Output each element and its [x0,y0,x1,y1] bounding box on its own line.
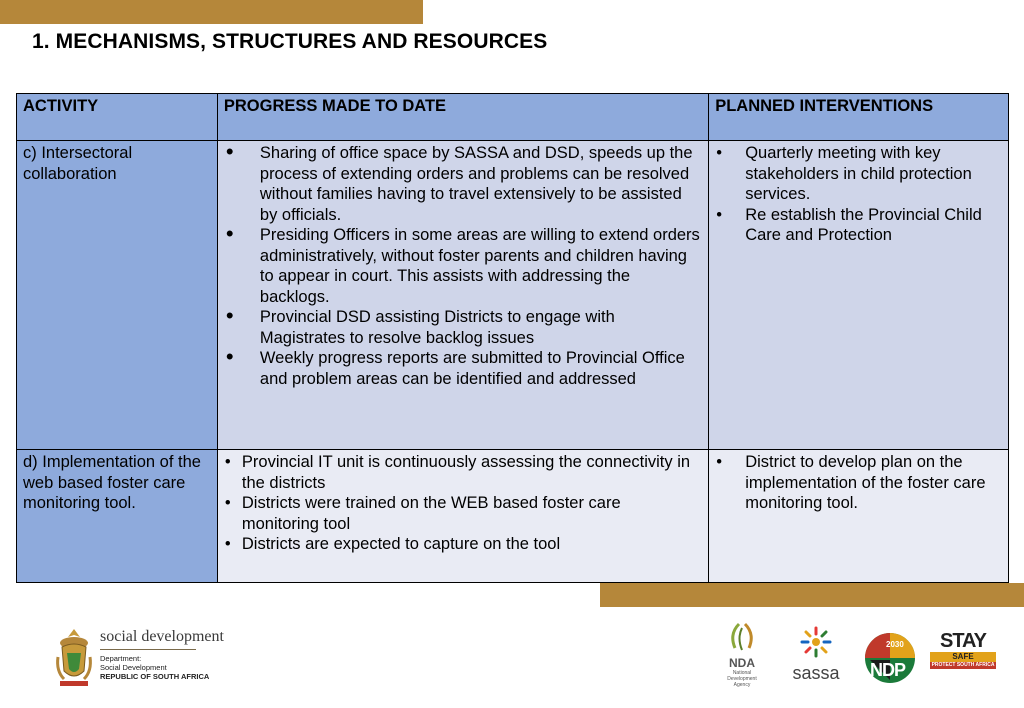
list-item: • Quarterly meeting with key stakeholders in child protection services. [715,143,1002,205]
planned-cell [709,450,1009,583]
table-header-row [17,94,1009,141]
page-title: 1. MECHANISMS, STRUCTURES AND RESOURCES [32,30,548,53]
progress-table [16,93,1009,583]
table-row [17,141,1009,450]
divider [100,649,196,650]
list-item: • Weekly progress reports are submitted to Provincial Office and problem areas can be identified and addressed [224,348,702,389]
coat-of-arms-icon [54,627,94,689]
nda-logo [722,618,762,690]
list-item: • Provincial DSD assisting Districts to engage with Magistrates to resolve backlog issues [224,307,702,348]
progress-list [224,143,702,389]
protect-label: PROTECT SOUTH AFRICA [931,662,995,668]
dsd-logo-text [100,628,224,681]
sassa-label: sassa [792,663,840,683]
dsd-line: REPUBLIC OF SOUTH AFRICA [100,672,210,681]
dsd-brand: social development [100,628,224,645]
nda-sub: National [732,670,752,676]
list-item: • Districts were trained on the WEB based foster care monitoring tool [224,493,702,534]
list-item: • Provincial IT unit is continuously assessing the connectivity in the districts [224,452,702,493]
sassa-burst-icon [800,626,832,658]
list-item: • District to develop plan on the implementation of the foster care monitoring tool. [715,452,1002,514]
list-item: • Re establish the Provincial Child Care and Protection [715,205,1002,246]
list-item: • Presiding Officers in some areas are willing to extend orders administratively, without foster parents and children having to appear in court. This assists with addressing the backlogs. [224,225,702,307]
header-planned: PLANNED INTERVENTIONS [709,94,1009,141]
safe-label: SAFE [930,652,996,662]
table-row [17,450,1009,583]
list-item: • Districts are expected to capture on the tool [224,534,702,555]
sassa-logo [786,626,846,690]
nda-swirl-icon [725,618,759,652]
progress-cell [217,450,708,583]
stay-label: STAY [939,630,987,652]
dsd-line: Department: [100,654,142,663]
ndp-year: 2030 [886,640,904,649]
header-progress: PROGRESS MADE TO DATE [217,94,708,141]
progress-list [224,452,702,555]
dsd-line: Social Development [100,663,167,672]
planned-list [715,452,1002,514]
nda-label: NDA [729,656,755,670]
stay-safe-logo [930,630,996,688]
nda-sub: Development [727,676,757,682]
bottom-accent-bar [600,583,1024,607]
header-activity: ACTIVITY [17,94,218,141]
planned-cell [709,141,1009,450]
ndp-label: NDP [870,660,906,680]
planned-list [715,143,1002,246]
nda-sub: Agency [733,682,751,688]
list-item: • Sharing of office space by SASSA and DSD, speeds up the process of extending orders and problems can be resolved without families having to travel extensively to be assisted by officials. [224,143,702,225]
activity-cell: c) Intersectoral collaboration [17,141,218,450]
top-accent-bar [0,0,423,24]
activity-cell: d) Implementation of the web based foster care monitoring tool. [17,450,218,583]
progress-cell [217,141,708,450]
ndp-logo [864,630,916,688]
